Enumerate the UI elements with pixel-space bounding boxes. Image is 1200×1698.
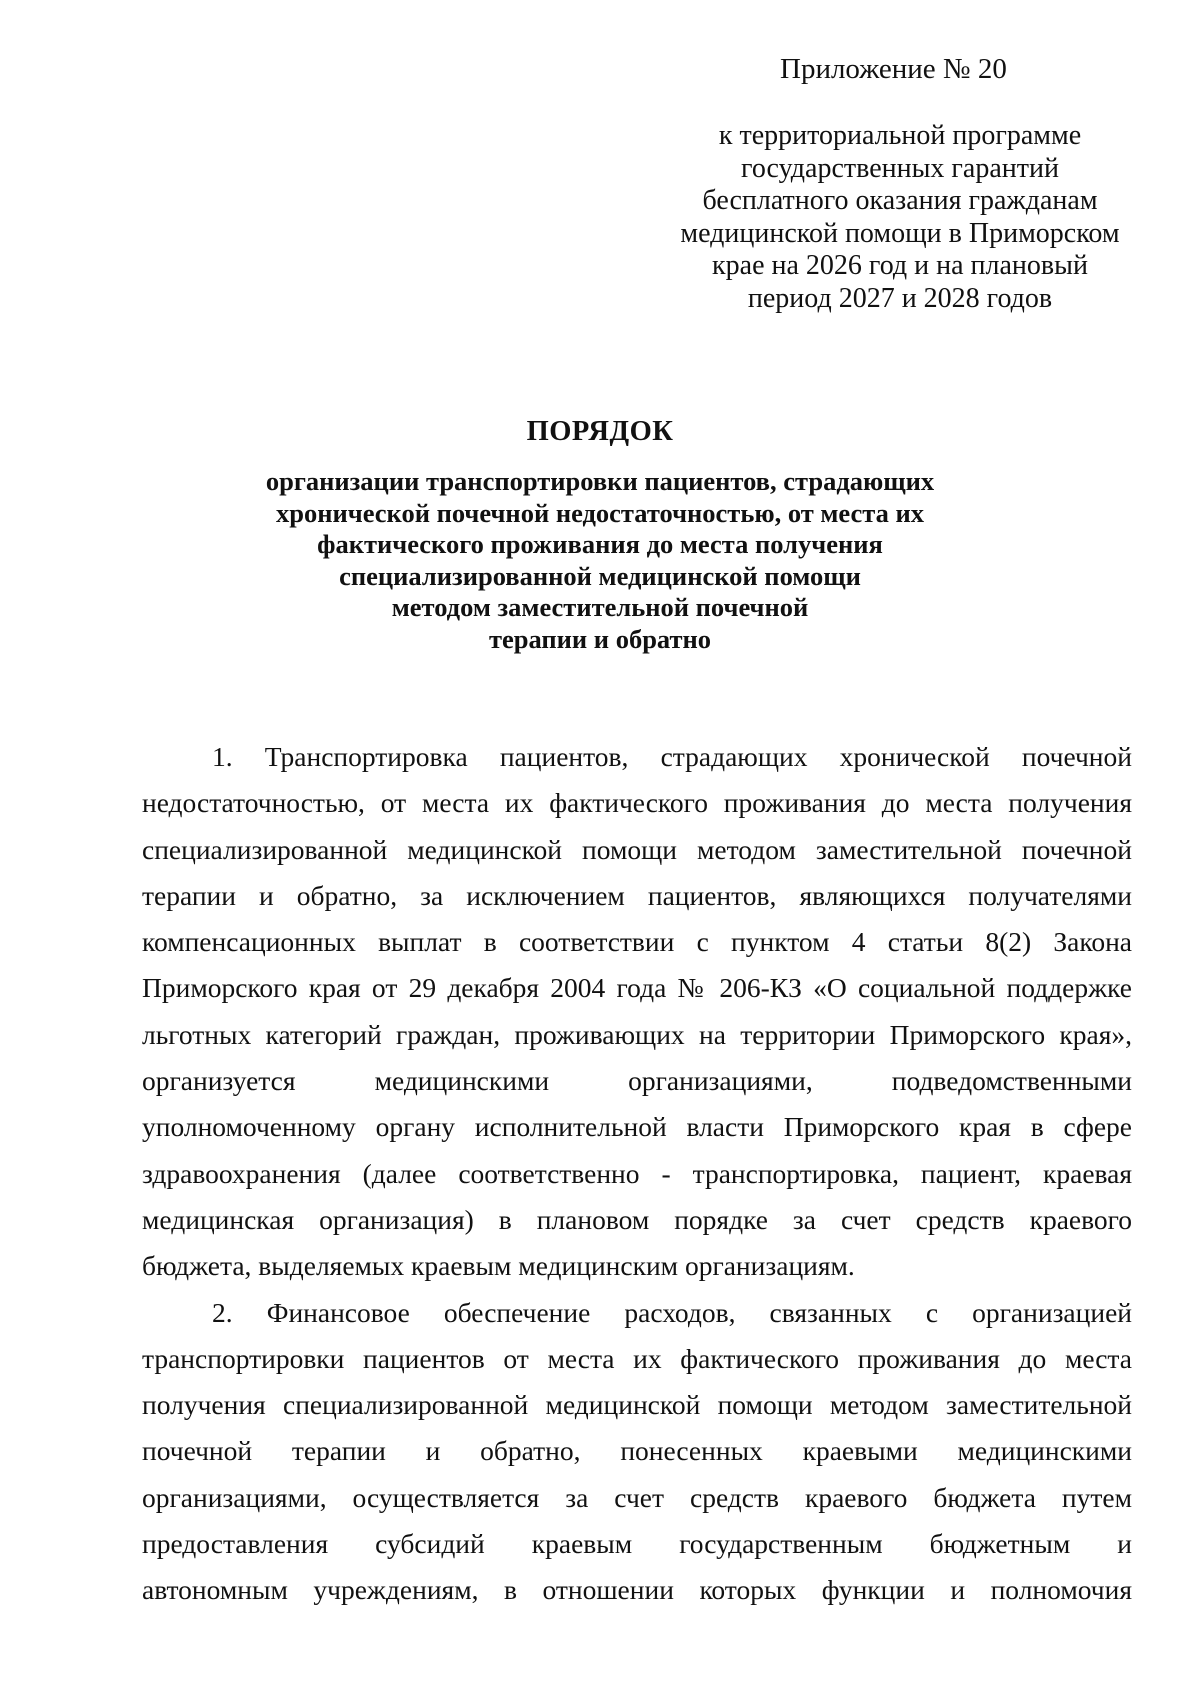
subtitle-line: фактического проживания до места получения [317, 529, 883, 559]
document-body [142, 734, 1132, 1614]
subtitle-line: организации транспортировки пациентов, страдающих [265, 466, 935, 496]
paragraph-2 [142, 1290, 1132, 1614]
document-subtitle [0, 466, 1200, 655]
subtitle-line: специализированной медицинской помощи [339, 560, 861, 591]
subtitle-line: терапии и обратно [488, 623, 712, 654]
annex-line: к территориальной программе [718, 120, 1082, 151]
annex-line: крае на 2026 год и на плановый [712, 250, 1088, 281]
subtitle-line: хронической почечной недостаточностью, от места их [275, 497, 925, 528]
paragraph-line: льготных категорий граждан, проживающих на территории Приморского края», [142, 1018, 1132, 1050]
paragraph-line: транспортировки пациентов от места их фактического проживания до места [142, 1342, 1132, 1374]
paragraph-line: медицинская организация) в плановом порядке за счет средств краевого [142, 1203, 1132, 1235]
document-title: ПОРЯДОК [526, 416, 674, 447]
annex-line: бесплатного оказания гражданам [702, 185, 1098, 216]
paragraph-line: автономным учреждениям, в отношении которых функции и полномочия [142, 1574, 1132, 1606]
annex-line: период 2027 и 2028 годов [747, 282, 1053, 314]
paragraph-line: Приморского края от 29 декабря 2004 года № 206-КЗ «О социальной поддержке [142, 972, 1132, 1004]
paragraph-line: бюджета, выделяемых краевым медицинским организациям. [142, 1250, 855, 1282]
paragraph-line: уполномоченному органу исполнительной власти Приморского края в сфере [142, 1111, 1132, 1143]
annex-reference [660, 120, 1140, 315]
subtitle-line: методом заместительной почечной [391, 592, 809, 622]
paragraph-line: предоставления субсидий краевым государственным бюджетным и [142, 1528, 1132, 1560]
annex-line: медицинской помощи в Приморском [680, 217, 1120, 249]
paragraph-line: почечной терапии и обратно, понесенных краевыми медицинскими [142, 1435, 1132, 1467]
paragraph-line: здравоохранения (далее соответственно - транспортировка, пациент, краевая [142, 1157, 1132, 1189]
paragraph-line: 2. Финансовое обеспечение расходов, связанных с организацией [212, 1296, 1132, 1328]
paragraph-line: 1. Транспортировка пациентов, страдающих хронической почечной [212, 741, 1132, 772]
annex-line: государственных гарантий [741, 152, 1059, 184]
paragraph-line: организуется медицинскими организациями, подведомственными [142, 1065, 1132, 1097]
paragraph-line: организациями, осуществляется за счет средств краевого бюджета путем [142, 1481, 1132, 1513]
annex-number: Приложение № 20 [780, 53, 1007, 85]
paragraph-line: терапии и обратно, за исключением пациентов, являющихся получателями [142, 879, 1132, 911]
paragraph-line: недостаточностью, от места их фактического проживания до места получения [142, 787, 1132, 819]
paragraph-line: специализированной медицинской помощи методом заместительной почечной [142, 833, 1132, 865]
paragraph-1 [142, 734, 1132, 1290]
paragraph-line: получения специализированной медицинской помощи методом заместительной [142, 1389, 1132, 1421]
paragraph-line: компенсационных выплат в соответствии с пунктом 4 статьи 8(2) Закона [142, 926, 1132, 958]
